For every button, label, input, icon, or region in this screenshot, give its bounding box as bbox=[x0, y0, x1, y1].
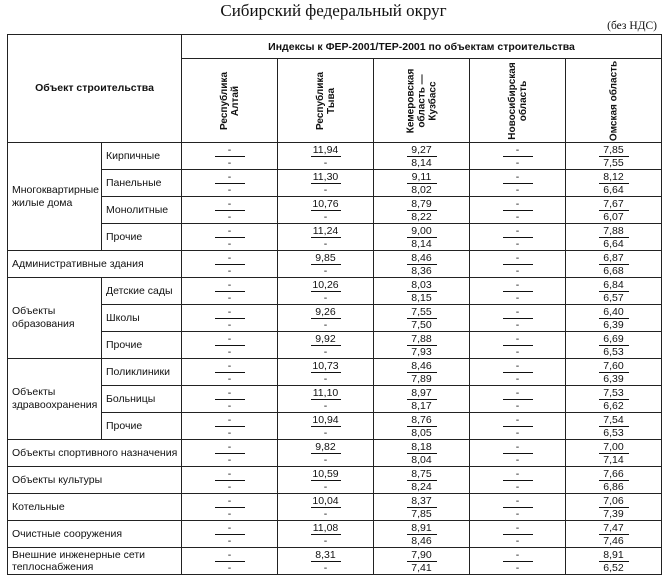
fer-index-value: - bbox=[215, 522, 245, 535]
index-cell bbox=[470, 413, 566, 440]
fer-index-value: 7,88 bbox=[407, 333, 437, 346]
ter-index-value: - bbox=[515, 291, 520, 304]
ter-index-value: - bbox=[227, 372, 232, 385]
index-cell bbox=[182, 521, 278, 548]
fer-index-value: - bbox=[215, 360, 245, 373]
fer-index-value: - bbox=[215, 333, 245, 346]
fer-index-value: 8,76 bbox=[407, 414, 437, 427]
ter-index-value: 6,52 bbox=[603, 561, 624, 574]
index-cell bbox=[182, 548, 278, 575]
index-cell bbox=[566, 251, 662, 278]
index-cell bbox=[566, 494, 662, 521]
fer-index-value: 7,60 bbox=[599, 360, 629, 373]
ter-index-value: - bbox=[227, 291, 232, 304]
table-row bbox=[8, 278, 662, 305]
ter-index-value: - bbox=[323, 156, 328, 169]
ter-index-value: - bbox=[323, 345, 328, 358]
ter-index-value: - bbox=[227, 534, 232, 547]
fer-index-value: 8,03 bbox=[407, 279, 437, 292]
subtype-label: Монолитные bbox=[102, 197, 182, 224]
index-cell bbox=[470, 467, 566, 494]
subtype-label: Прочие bbox=[102, 332, 182, 359]
index-cell bbox=[470, 170, 566, 197]
fer-index-value: 10,04 bbox=[312, 494, 339, 507]
fer-index-value: - bbox=[503, 387, 533, 400]
fer-index-value: - bbox=[215, 468, 245, 481]
fer-index-value: - bbox=[215, 171, 245, 184]
table-body bbox=[8, 143, 662, 575]
fer-index-value: - bbox=[503, 279, 533, 292]
ter-index-value: - bbox=[227, 480, 232, 493]
index-cell bbox=[182, 170, 278, 197]
index-cell bbox=[278, 143, 374, 170]
index-cell bbox=[566, 197, 662, 224]
ter-index-value: 8,15 bbox=[411, 291, 432, 304]
ter-index-value: - bbox=[515, 507, 520, 520]
ter-index-value: 8,24 bbox=[411, 480, 432, 493]
ter-index-value: - bbox=[227, 507, 232, 520]
index-cell bbox=[182, 440, 278, 467]
ter-index-value: - bbox=[515, 399, 520, 412]
fer-index-value: 11,30 bbox=[311, 171, 341, 184]
group-label: Объекты здравоохранения bbox=[8, 359, 102, 440]
fer-index-value: 8,91 bbox=[407, 522, 437, 535]
fer-index-value: 9,92 bbox=[311, 333, 341, 346]
ter-index-value: 6,39 bbox=[603, 318, 624, 331]
fer-index-value: - bbox=[503, 306, 533, 319]
ter-index-value: 7,14 bbox=[603, 453, 624, 466]
index-cell bbox=[566, 440, 662, 467]
index-cell bbox=[566, 386, 662, 413]
index-cell bbox=[470, 548, 566, 575]
index-cell bbox=[374, 332, 470, 359]
column-header: Омская область bbox=[566, 59, 662, 143]
subtype-label: Больницы bbox=[102, 386, 182, 413]
index-cell bbox=[278, 521, 374, 548]
group-label: Многоквартирные жилые дома bbox=[8, 143, 102, 251]
ter-index-value: 7,41 bbox=[411, 561, 432, 574]
fer-index-value: 7,47 bbox=[599, 522, 629, 535]
subtype-label: Школы bbox=[102, 305, 182, 332]
ter-index-value: 6,53 bbox=[603, 345, 624, 358]
fer-index-value: 7,53 bbox=[599, 387, 629, 400]
ter-index-value: - bbox=[323, 453, 328, 466]
index-cell bbox=[278, 278, 374, 305]
index-cell bbox=[566, 413, 662, 440]
group-label: Объекты образования bbox=[8, 278, 102, 359]
table-row bbox=[8, 359, 662, 386]
index-cell bbox=[470, 359, 566, 386]
fer-index-value: 10,76 bbox=[312, 197, 339, 210]
fer-index-value: 6,84 bbox=[599, 279, 629, 292]
ter-index-value: - bbox=[227, 156, 232, 169]
index-cell bbox=[566, 467, 662, 494]
index-cell bbox=[278, 197, 374, 224]
fer-index-value: 11,24 bbox=[311, 225, 341, 238]
ter-index-value: 8,14 bbox=[411, 237, 432, 250]
ter-index-value: 8,36 bbox=[411, 264, 432, 277]
index-cell bbox=[566, 170, 662, 197]
ter-index-value: 6,53 bbox=[603, 426, 624, 439]
fer-index-value: 11,10 bbox=[311, 387, 341, 400]
index-cell bbox=[566, 548, 662, 575]
ter-index-value: - bbox=[323, 210, 328, 223]
ter-index-value: - bbox=[323, 237, 328, 250]
table-row bbox=[8, 224, 662, 251]
ter-index-value: - bbox=[323, 399, 328, 412]
ter-index-value: - bbox=[515, 318, 520, 331]
table-row bbox=[8, 143, 662, 170]
index-cell bbox=[278, 413, 374, 440]
fer-index-value: 8,75 bbox=[407, 468, 437, 481]
subtype-label: Кирпичные bbox=[102, 143, 182, 170]
table-row bbox=[8, 197, 662, 224]
object-label: Объекты культуры bbox=[8, 467, 182, 494]
fer-index-value: - bbox=[215, 306, 245, 319]
fer-index-value: 7,54 bbox=[599, 414, 629, 427]
fer-index-value: - bbox=[503, 144, 533, 157]
index-cell bbox=[470, 305, 566, 332]
ter-index-value: 6,86 bbox=[603, 480, 624, 493]
fer-index-value: 7,66 bbox=[599, 468, 629, 481]
index-cell bbox=[374, 521, 470, 548]
index-cell bbox=[374, 494, 470, 521]
index-cell bbox=[470, 386, 566, 413]
column-header: Кемеровская область — Кузбасс bbox=[374, 59, 470, 143]
table-row bbox=[8, 467, 662, 494]
index-cell bbox=[374, 305, 470, 332]
fer-index-value: - bbox=[503, 549, 533, 562]
object-label: Административные здания bbox=[8, 251, 182, 278]
ter-index-value: - bbox=[323, 264, 328, 277]
object-label: Внешние инженерные сети теплоснабжения bbox=[8, 548, 182, 575]
index-cell bbox=[278, 467, 374, 494]
index-cell bbox=[374, 197, 470, 224]
ter-index-value: 8,02 bbox=[411, 183, 432, 196]
fer-index-value: - bbox=[215, 414, 245, 427]
object-header: Объект строительства bbox=[8, 35, 182, 143]
ter-index-value: - bbox=[323, 318, 328, 331]
fer-index-value: - bbox=[215, 495, 245, 508]
fer-index-value: 8,12 bbox=[599, 171, 629, 184]
fer-index-value: - bbox=[503, 252, 533, 265]
ter-index-value: 6,64 bbox=[603, 237, 624, 250]
object-label: Очистные сооружения bbox=[8, 521, 182, 548]
ter-index-value: - bbox=[323, 507, 328, 520]
index-cell bbox=[182, 278, 278, 305]
index-cell bbox=[182, 251, 278, 278]
ter-index-value: 6,64 bbox=[603, 183, 624, 196]
fer-index-value: - bbox=[215, 252, 245, 265]
ter-index-value: 7,85 bbox=[411, 507, 432, 520]
index-cell bbox=[566, 143, 662, 170]
fer-index-value: 9,85 bbox=[311, 252, 341, 265]
ter-index-value: - bbox=[515, 156, 520, 169]
index-cell bbox=[182, 305, 278, 332]
ter-index-value: 8,46 bbox=[411, 534, 432, 547]
fer-index-value: - bbox=[215, 549, 245, 562]
column-header: Республика Алтай bbox=[182, 59, 278, 143]
table-row bbox=[8, 305, 662, 332]
fer-index-value: 6,87 bbox=[599, 252, 629, 265]
subtype-label: Прочие bbox=[102, 413, 182, 440]
subtype-label: Детские сады bbox=[102, 278, 182, 305]
ter-index-value: - bbox=[323, 561, 328, 574]
index-cell bbox=[278, 170, 374, 197]
ter-index-value: 6,07 bbox=[603, 210, 624, 223]
ter-index-value: - bbox=[227, 237, 232, 250]
index-cell bbox=[278, 359, 374, 386]
ter-index-value: 6,68 bbox=[603, 264, 624, 277]
fer-index-value: 7,85 bbox=[599, 144, 629, 157]
index-cell bbox=[374, 413, 470, 440]
table-row bbox=[8, 251, 662, 278]
index-cell bbox=[182, 494, 278, 521]
index-table bbox=[7, 34, 662, 575]
ter-index-value: - bbox=[227, 453, 232, 466]
fer-index-value: 8,37 bbox=[407, 495, 437, 508]
ter-index-value: - bbox=[227, 561, 232, 574]
fer-index-value: 8,79 bbox=[407, 198, 437, 211]
index-cell bbox=[566, 332, 662, 359]
fer-index-value: 7,88 bbox=[599, 225, 629, 238]
ter-index-value: - bbox=[323, 534, 328, 547]
ter-index-value: - bbox=[323, 426, 328, 439]
ter-index-value: - bbox=[515, 264, 520, 277]
object-label: Котельные bbox=[8, 494, 182, 521]
ter-index-value: - bbox=[515, 372, 520, 385]
ter-index-value: - bbox=[227, 345, 232, 358]
ter-index-value: - bbox=[515, 561, 520, 574]
fer-index-value: 7,06 bbox=[599, 495, 629, 508]
fer-index-value: - bbox=[503, 522, 533, 535]
index-cell bbox=[566, 305, 662, 332]
fer-index-value: 8,46 bbox=[407, 252, 437, 265]
fer-index-value: 8,97 bbox=[407, 387, 437, 400]
ter-index-value: 6,62 bbox=[603, 399, 624, 412]
ter-index-value: 6,57 bbox=[603, 291, 624, 304]
ter-index-value: 7,55 bbox=[603, 156, 624, 169]
index-cell bbox=[470, 251, 566, 278]
index-cell bbox=[374, 170, 470, 197]
index-cell bbox=[278, 386, 374, 413]
column-header: Новосибирская область bbox=[470, 59, 566, 143]
fer-index-value: - bbox=[503, 414, 533, 427]
fer-index-value: 9,27 bbox=[407, 144, 437, 157]
fer-index-value: 9,11 bbox=[407, 171, 437, 184]
index-cell bbox=[278, 224, 374, 251]
fer-index-value: - bbox=[215, 198, 245, 211]
index-cell bbox=[566, 521, 662, 548]
fer-index-value: 10,59 bbox=[312, 467, 339, 480]
index-cell bbox=[278, 494, 374, 521]
ter-index-value: - bbox=[227, 399, 232, 412]
index-cell bbox=[566, 359, 662, 386]
index-cell bbox=[374, 278, 470, 305]
table-row bbox=[8, 413, 662, 440]
fer-index-value: 8,31 bbox=[311, 549, 341, 562]
fer-index-value: 10,26 bbox=[312, 278, 339, 291]
ter-index-value: 7,93 bbox=[411, 345, 432, 358]
index-cell bbox=[278, 440, 374, 467]
fer-index-value: 7,00 bbox=[599, 441, 629, 454]
index-cell bbox=[374, 440, 470, 467]
fer-index-value: 8,18 bbox=[407, 441, 437, 454]
fer-index-value: - bbox=[503, 468, 533, 481]
ter-index-value: - bbox=[515, 210, 520, 223]
ter-index-value: - bbox=[323, 480, 328, 493]
subtype-label: Прочие bbox=[102, 224, 182, 251]
subtype-label: Панельные bbox=[102, 170, 182, 197]
index-cell bbox=[470, 278, 566, 305]
ter-index-value: - bbox=[515, 534, 520, 547]
fer-index-value: 9,26 bbox=[311, 306, 341, 319]
index-cell bbox=[182, 359, 278, 386]
ter-index-value: - bbox=[515, 453, 520, 466]
index-cell bbox=[470, 224, 566, 251]
index-cell bbox=[470, 332, 566, 359]
ter-index-value: - bbox=[227, 264, 232, 277]
index-cell bbox=[566, 278, 662, 305]
index-cell bbox=[374, 467, 470, 494]
index-cell bbox=[470, 494, 566, 521]
ter-index-value: - bbox=[227, 210, 232, 223]
fer-index-value: - bbox=[503, 333, 533, 346]
ter-index-value: - bbox=[515, 426, 520, 439]
ter-index-value: 8,17 bbox=[411, 399, 432, 412]
ter-index-value: - bbox=[515, 345, 520, 358]
index-cell bbox=[470, 521, 566, 548]
fer-index-value: - bbox=[503, 225, 533, 238]
index-cell bbox=[278, 332, 374, 359]
fer-index-value: 10,73 bbox=[312, 359, 339, 372]
ter-index-value: 7,46 bbox=[603, 534, 624, 547]
table-row bbox=[8, 548, 662, 575]
ter-index-value: 7,50 bbox=[411, 318, 432, 331]
ter-index-value: - bbox=[323, 372, 328, 385]
table-row bbox=[8, 332, 662, 359]
index-cell bbox=[182, 143, 278, 170]
index-cell bbox=[470, 197, 566, 224]
table-row bbox=[8, 440, 662, 467]
ter-index-value: 8,05 bbox=[411, 426, 432, 439]
index-cell bbox=[374, 359, 470, 386]
ter-index-value: 8,04 bbox=[411, 453, 432, 466]
ter-index-value: - bbox=[323, 183, 328, 196]
page-title: Сибирский федеральный округ bbox=[220, 1, 447, 20]
fer-index-value: - bbox=[215, 441, 245, 454]
fer-index-value: 11,08 bbox=[311, 522, 341, 535]
fer-index-value: 6,69 bbox=[599, 333, 629, 346]
fer-index-value: - bbox=[215, 387, 245, 400]
fer-index-value: 8,46 bbox=[407, 360, 437, 373]
fer-index-value: 11,94 bbox=[311, 144, 341, 157]
ter-index-value: - bbox=[515, 237, 520, 250]
ter-index-value: 6,39 bbox=[603, 372, 624, 385]
index-cell bbox=[374, 251, 470, 278]
index-cell bbox=[182, 467, 278, 494]
fer-index-value: - bbox=[215, 144, 245, 157]
ter-index-value: 7,89 bbox=[411, 372, 432, 385]
index-cell bbox=[278, 548, 374, 575]
table-row bbox=[8, 386, 662, 413]
ter-index-value: - bbox=[227, 318, 232, 331]
fer-index-value: 8,91 bbox=[599, 549, 629, 562]
ter-index-value: 8,14 bbox=[411, 156, 432, 169]
table-row bbox=[8, 521, 662, 548]
index-cell bbox=[278, 305, 374, 332]
index-cell bbox=[374, 386, 470, 413]
fer-index-value: 7,55 bbox=[407, 306, 437, 319]
ter-index-value: 8,22 bbox=[411, 210, 432, 223]
vat-note: (без НДС) bbox=[607, 20, 657, 32]
index-cell bbox=[278, 251, 374, 278]
fer-index-value: 9,82 bbox=[311, 441, 341, 454]
index-cell bbox=[182, 386, 278, 413]
ter-index-value: 7,39 bbox=[603, 507, 624, 520]
ter-index-value: - bbox=[323, 291, 328, 304]
fer-index-value: 10,94 bbox=[312, 413, 339, 426]
subtype-label: Поликлиники bbox=[102, 359, 182, 386]
ter-index-value: - bbox=[515, 183, 520, 196]
index-cell bbox=[470, 440, 566, 467]
index-cell bbox=[374, 548, 470, 575]
ter-index-value: - bbox=[227, 183, 232, 196]
fer-index-value: - bbox=[503, 441, 533, 454]
fer-index-value: - bbox=[215, 279, 245, 292]
index-cell bbox=[566, 224, 662, 251]
indices-header: Индексы к ФЕР-2001/ТЕР-2001 по объектам строительства bbox=[182, 35, 662, 59]
table-row bbox=[8, 170, 662, 197]
fer-index-value: - bbox=[215, 225, 245, 238]
fer-index-value: - bbox=[503, 171, 533, 184]
ter-index-value: - bbox=[515, 480, 520, 493]
index-cell bbox=[182, 197, 278, 224]
index-cell bbox=[374, 224, 470, 251]
object-label: Объекты спортивного назначения bbox=[8, 440, 182, 467]
index-cell bbox=[374, 143, 470, 170]
index-cell bbox=[182, 332, 278, 359]
index-cell bbox=[182, 413, 278, 440]
fer-index-value: 7,67 bbox=[599, 198, 629, 211]
column-header: Республика Тыва bbox=[278, 59, 374, 143]
ter-index-value: - bbox=[227, 426, 232, 439]
fer-index-value: 7,90 bbox=[407, 549, 437, 562]
index-cell bbox=[182, 224, 278, 251]
fer-index-value: - bbox=[503, 198, 533, 211]
table-row bbox=[8, 494, 662, 521]
index-cell bbox=[470, 143, 566, 170]
fer-index-value: 6,40 bbox=[599, 306, 629, 319]
fer-index-value: - bbox=[503, 360, 533, 373]
fer-index-value: - bbox=[503, 495, 533, 508]
fer-index-value: 9,00 bbox=[407, 225, 437, 238]
